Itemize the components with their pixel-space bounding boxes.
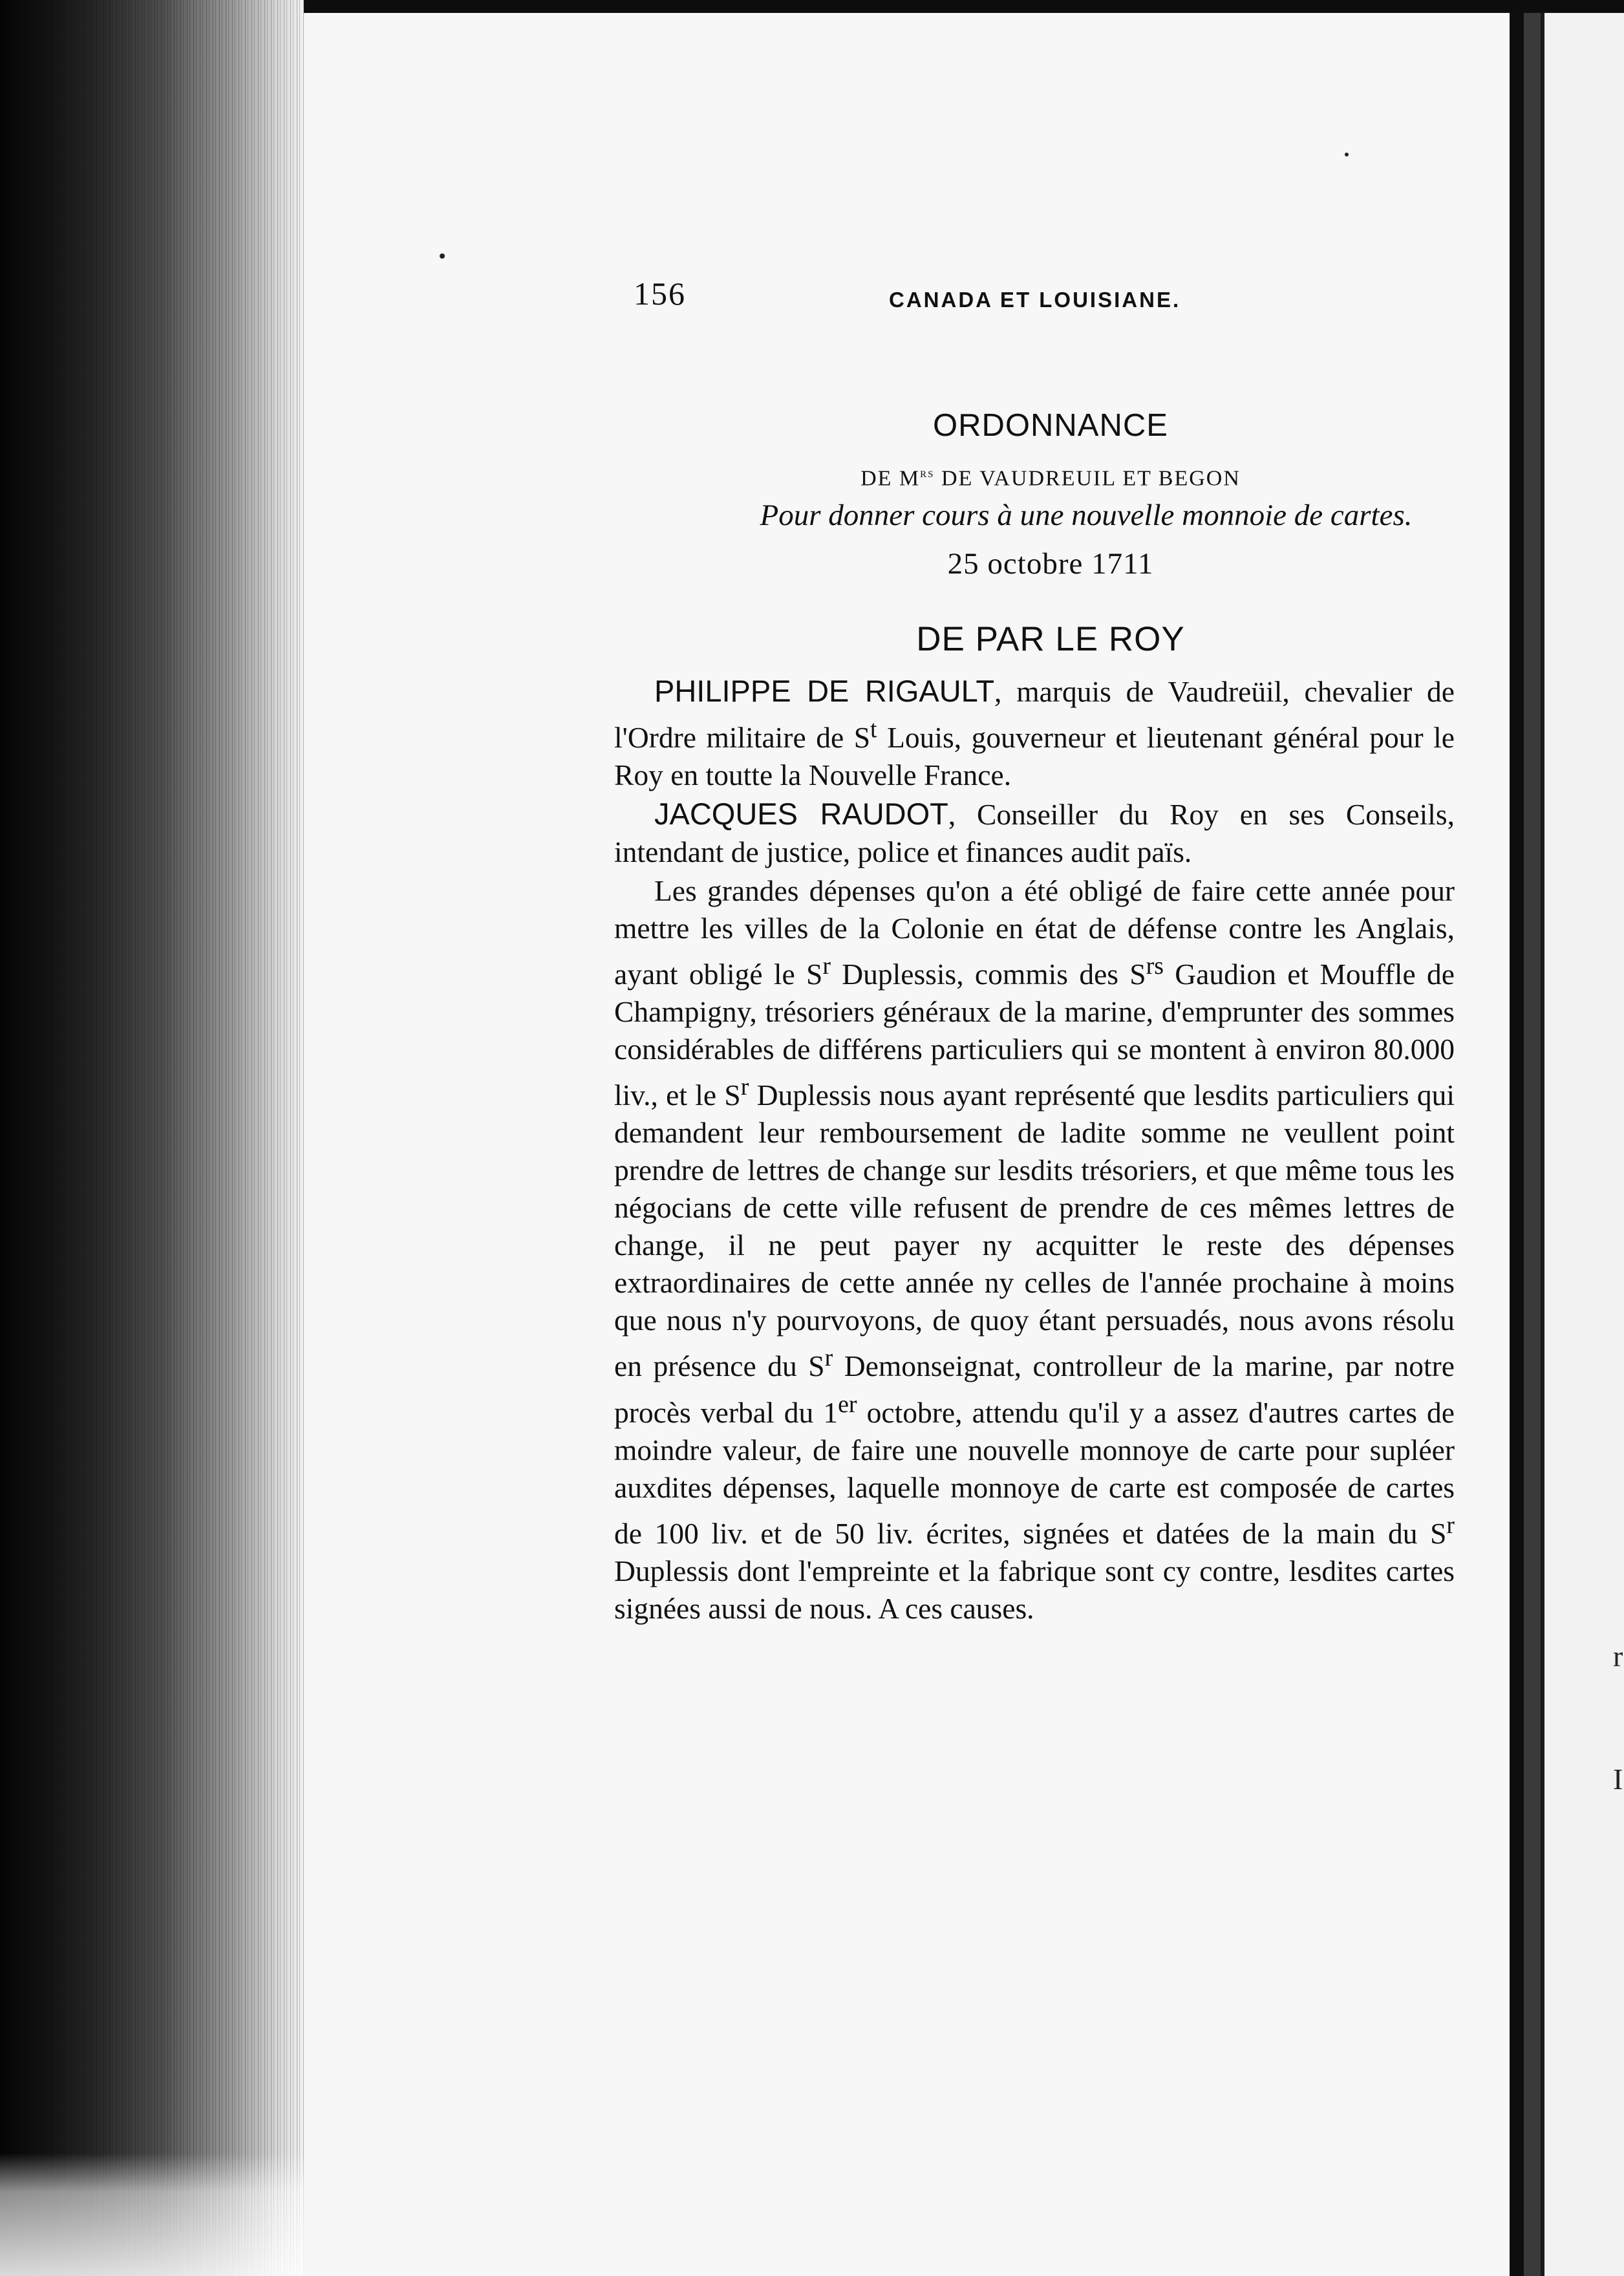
paragraph-main	[614, 872, 1455, 1627]
scan-speck	[440, 253, 445, 259]
superscript: r	[824, 1344, 833, 1372]
running-head	[634, 275, 1215, 314]
paragraph-text: Duplessis, commis des S	[830, 958, 1146, 991]
superscript: r	[740, 1073, 749, 1101]
superscript: r	[822, 952, 831, 980]
paragraph-text: Demonseignat, controlleur de la marine, par notre procès verbal du 1	[614, 1349, 1455, 1429]
facing-page-edge	[1541, 13, 1544, 2276]
paragraph-text: Duplessis dont l'empreinte et la fabrique sont cy contre, lesdites cartes signées aussi de nous. A ces causes.	[614, 1554, 1455, 1625]
ordonnance-date: 25 octobre 1711	[947, 547, 1154, 581]
name-rigault: PHILIPPE DE RIGAULT	[654, 674, 995, 708]
superscript: rs	[1146, 952, 1164, 980]
superscript: er	[838, 1390, 857, 1418]
proclamation-heading: DE PAR LE ROY	[916, 620, 1185, 658]
paragraph-text: Duplessis nous ayant représenté que lesdits particuliers qui demandent leur remboursement de ladite somme ne veullent point prendre de lettres de change sur lesdits trésoriers, et que même tous les négocians de cette ville refusent de prendre de ces mêmes lettres de change, il ne peut payer ny acquitter le reste des dépenses extraordinaires de cette année ny celles de l'année prochaine à moins que nous n'y pourvoyons, de quoy étant persuadés, nous avons résolu en présence du S	[614, 1079, 1455, 1383]
binding-gutter	[1524, 13, 1541, 2276]
paragraph-text: Gaudion et Mouffle de Champigny, trésoriers généraux de la marine, d'emprunter des sommes considérables de différens particuliers qui se montent à environ 80.000 liv., et le S	[614, 958, 1455, 1112]
book-fore-edge	[0, 0, 304, 2276]
ordonnance-purpose: Pour donner cours à une nouvelle monnoie de cartes.	[760, 499, 1413, 532]
page-number: 156	[634, 275, 686, 312]
paragraph-text: , Conseiller du Roy en ses Conseils, intendant de justice, police et finances audit païs.	[614, 798, 1455, 869]
ordonnance-title: ORDONNANCE	[933, 408, 1168, 443]
paragraph-text: Les grandes dépenses qu'on a été obligé de faire cette année pour mettre les villes de la Colonie en état de défense contre les Anglais, ayant obligé le S	[614, 874, 1455, 991]
scan-speck	[1345, 153, 1349, 156]
ordonnance-authors	[608, 464, 1493, 491]
authors-sup: rs	[920, 464, 935, 480]
authors-names: DE VAUDREUIL ET BEGON	[934, 466, 1241, 491]
authors-prefix: DE M	[860, 466, 921, 491]
superscript: t	[870, 716, 877, 743]
ordonnance-body	[614, 672, 1455, 1627]
paragraph-text: octobre, attendu qu'il y a assez d'autres cartes de moindre valeur, de faire une nouvelle monnoye de carte pour supléer auxdites dépenses, laquelle monnoye de carte est composée de cartes de 100 liv. et de 50 liv. écrites, signées et datées de la main du S	[614, 1395, 1455, 1550]
paragraph-vaudreuil	[614, 672, 1455, 794]
name-raudot: JACQUES RAUDOT	[654, 797, 948, 832]
paragraph-text: Louis, gouverneur et lieutenant général pour le Roy en toutte la Nouvelle France.	[614, 721, 1455, 792]
paragraph-raudot	[614, 795, 1455, 871]
binding-shadow	[1510, 13, 1524, 2276]
paragraph-text: , marquis de Vaudreüil, chevalier de l'Ordre militaire de S	[614, 675, 1455, 755]
book-fore-edge-fade	[0, 2153, 304, 2276]
running-title: CANADA ET LOUISIANE.	[889, 288, 1181, 312]
facing-page-letter: r	[1613, 1640, 1623, 1673]
facing-page	[1541, 13, 1624, 2276]
superscript: r	[1446, 1511, 1455, 1539]
facing-page-letter: I	[1613, 1763, 1623, 1796]
